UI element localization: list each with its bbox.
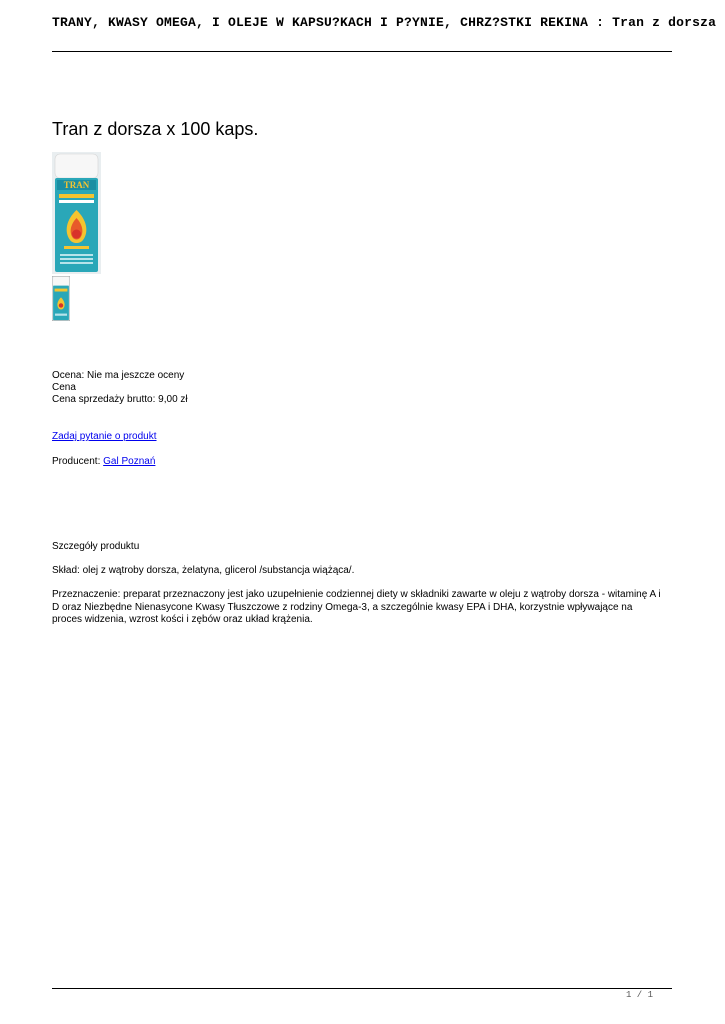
- producer-label: Producent:: [52, 456, 104, 467]
- product-rating: Ocena: Nie ma jeszcze oceny: [52, 370, 185, 381]
- producer-link[interactable]: Gal Poznań: [103, 456, 156, 467]
- product-image[interactable]: [52, 152, 101, 274]
- purpose-paragraph: Przeznaczenie: preparat przeznaczony jest jako uzupełnienie codziennej diety w składniki zawarte w oleju z wątroby dorsza - witaminę A i D oraz Niezbędne Nienasycone Kwasy Tłuszczowe z rodziny Omega-3, a szczególnie kwasy EPA i DHA, korzystnie wpływające na proces widzenia, wzrost kości i zębów oraz układ krążenia.: [52, 589, 661, 625]
- price-gross: Cena sprzedaży brutto: 9,00 zł: [52, 394, 188, 405]
- product-thumbnail[interactable]: [52, 276, 70, 321]
- product-title: Tran z dorsza x 100 kaps.: [52, 119, 259, 139]
- header-divider: [52, 51, 672, 52]
- composition-paragraph: Skład: olej z wątroby dorsza, żelatyna, glicerol /substancja wiążąca/.: [52, 565, 355, 576]
- ask-question-link[interactable]: Zadaj pytanie o produkt: [52, 431, 157, 442]
- price-label: Cena: [52, 382, 76, 393]
- producer-line: [52, 456, 155, 468]
- bottle-label-text: TRAN: [63, 180, 90, 190]
- document-header-title: TRANY, KWASY OMEGA, I OLEJE W KAPSU?KACH I P?YNIE, CHRZ?STKI REKINA : Tran z dorsza: [52, 15, 717, 30]
- footer-divider: [52, 988, 672, 989]
- details-heading: Szczegóły produktu: [52, 541, 140, 552]
- page-number: 1 / 1: [626, 990, 654, 1000]
